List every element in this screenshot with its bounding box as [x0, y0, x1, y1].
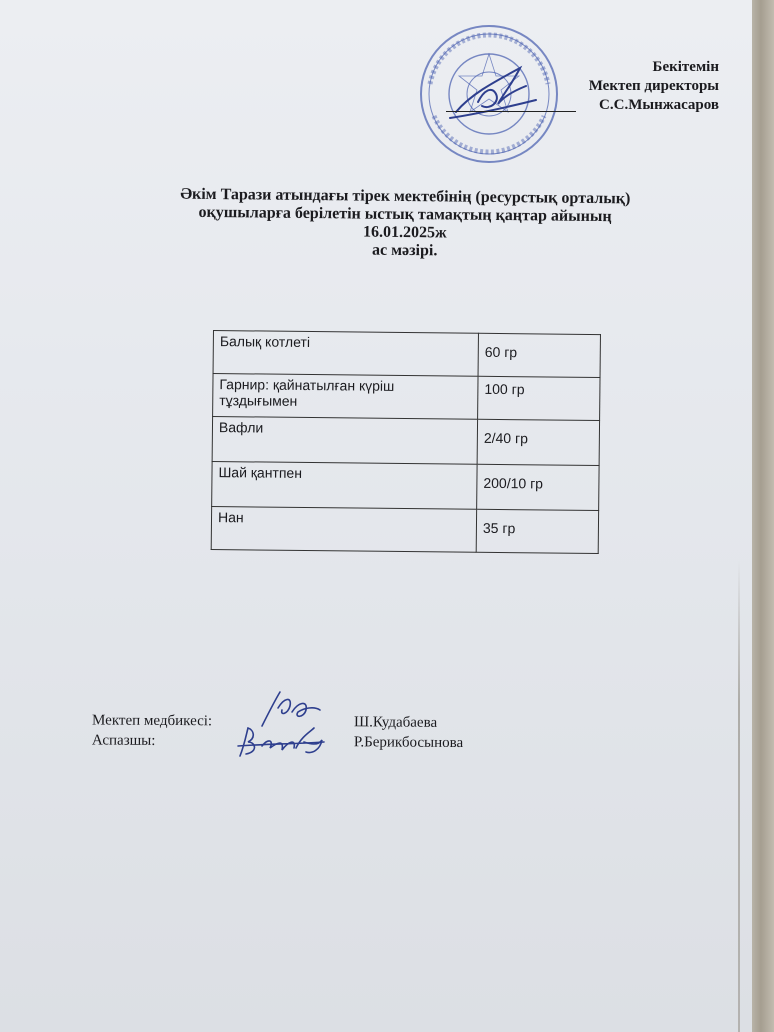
title-date: 16.01.2025ж [363, 223, 447, 242]
table-row [213, 374, 600, 421]
approval-heading: Бекітемін [652, 59, 719, 75]
signature-row-cook [92, 730, 532, 753]
nurse-name: Ш.Кудабаева [354, 714, 438, 731]
signature-line [446, 111, 576, 112]
page-edge-background [752, 0, 774, 1032]
approval-director-name: С.С.Мынжасаров [599, 97, 719, 113]
cook-role-label: Аспазшы: [91, 732, 156, 749]
menu-table [211, 330, 601, 554]
title-line-2: оқушыларға берілетін ыстық тамақтың қаңтар айының [198, 203, 612, 226]
dish-name: Шай қантпен [212, 461, 477, 509]
dish-quantity: 60 гр [478, 333, 600, 377]
table-row [213, 331, 600, 378]
dish-name: Нан [211, 506, 476, 552]
dish-name: Вафли [212, 417, 477, 465]
table-row [211, 506, 598, 553]
dish-name: Балық котлеті [213, 331, 478, 377]
table-row [212, 461, 599, 510]
table-row [212, 417, 599, 466]
document-title [125, 185, 686, 263]
approval-block [589, 58, 719, 115]
paper-crease [738, 560, 740, 1032]
nurse-role-label: Мектеп медбикесі: [92, 712, 213, 730]
signatures-block [92, 710, 532, 753]
dish-name: Гарнир: қайнатылған күріш тұздығымен [213, 374, 478, 420]
dish-quantity: 35 гр [476, 509, 598, 553]
approval-position: Мектеп директоры [588, 78, 719, 94]
dish-quantity: 2/40 гр [477, 419, 599, 465]
title-line-4: ас мәзірі. [371, 241, 438, 260]
cook-name: Р.Берикбосынова [353, 734, 464, 752]
dish-quantity: 200/10 гр [477, 464, 599, 510]
dish-quantity: 100 гр [478, 376, 600, 420]
official-stamp-icon [416, 24, 562, 164]
title-line-1: Әкім Тарази атындағы тірек мектебінің (ресурстық орталық) [180, 185, 631, 208]
